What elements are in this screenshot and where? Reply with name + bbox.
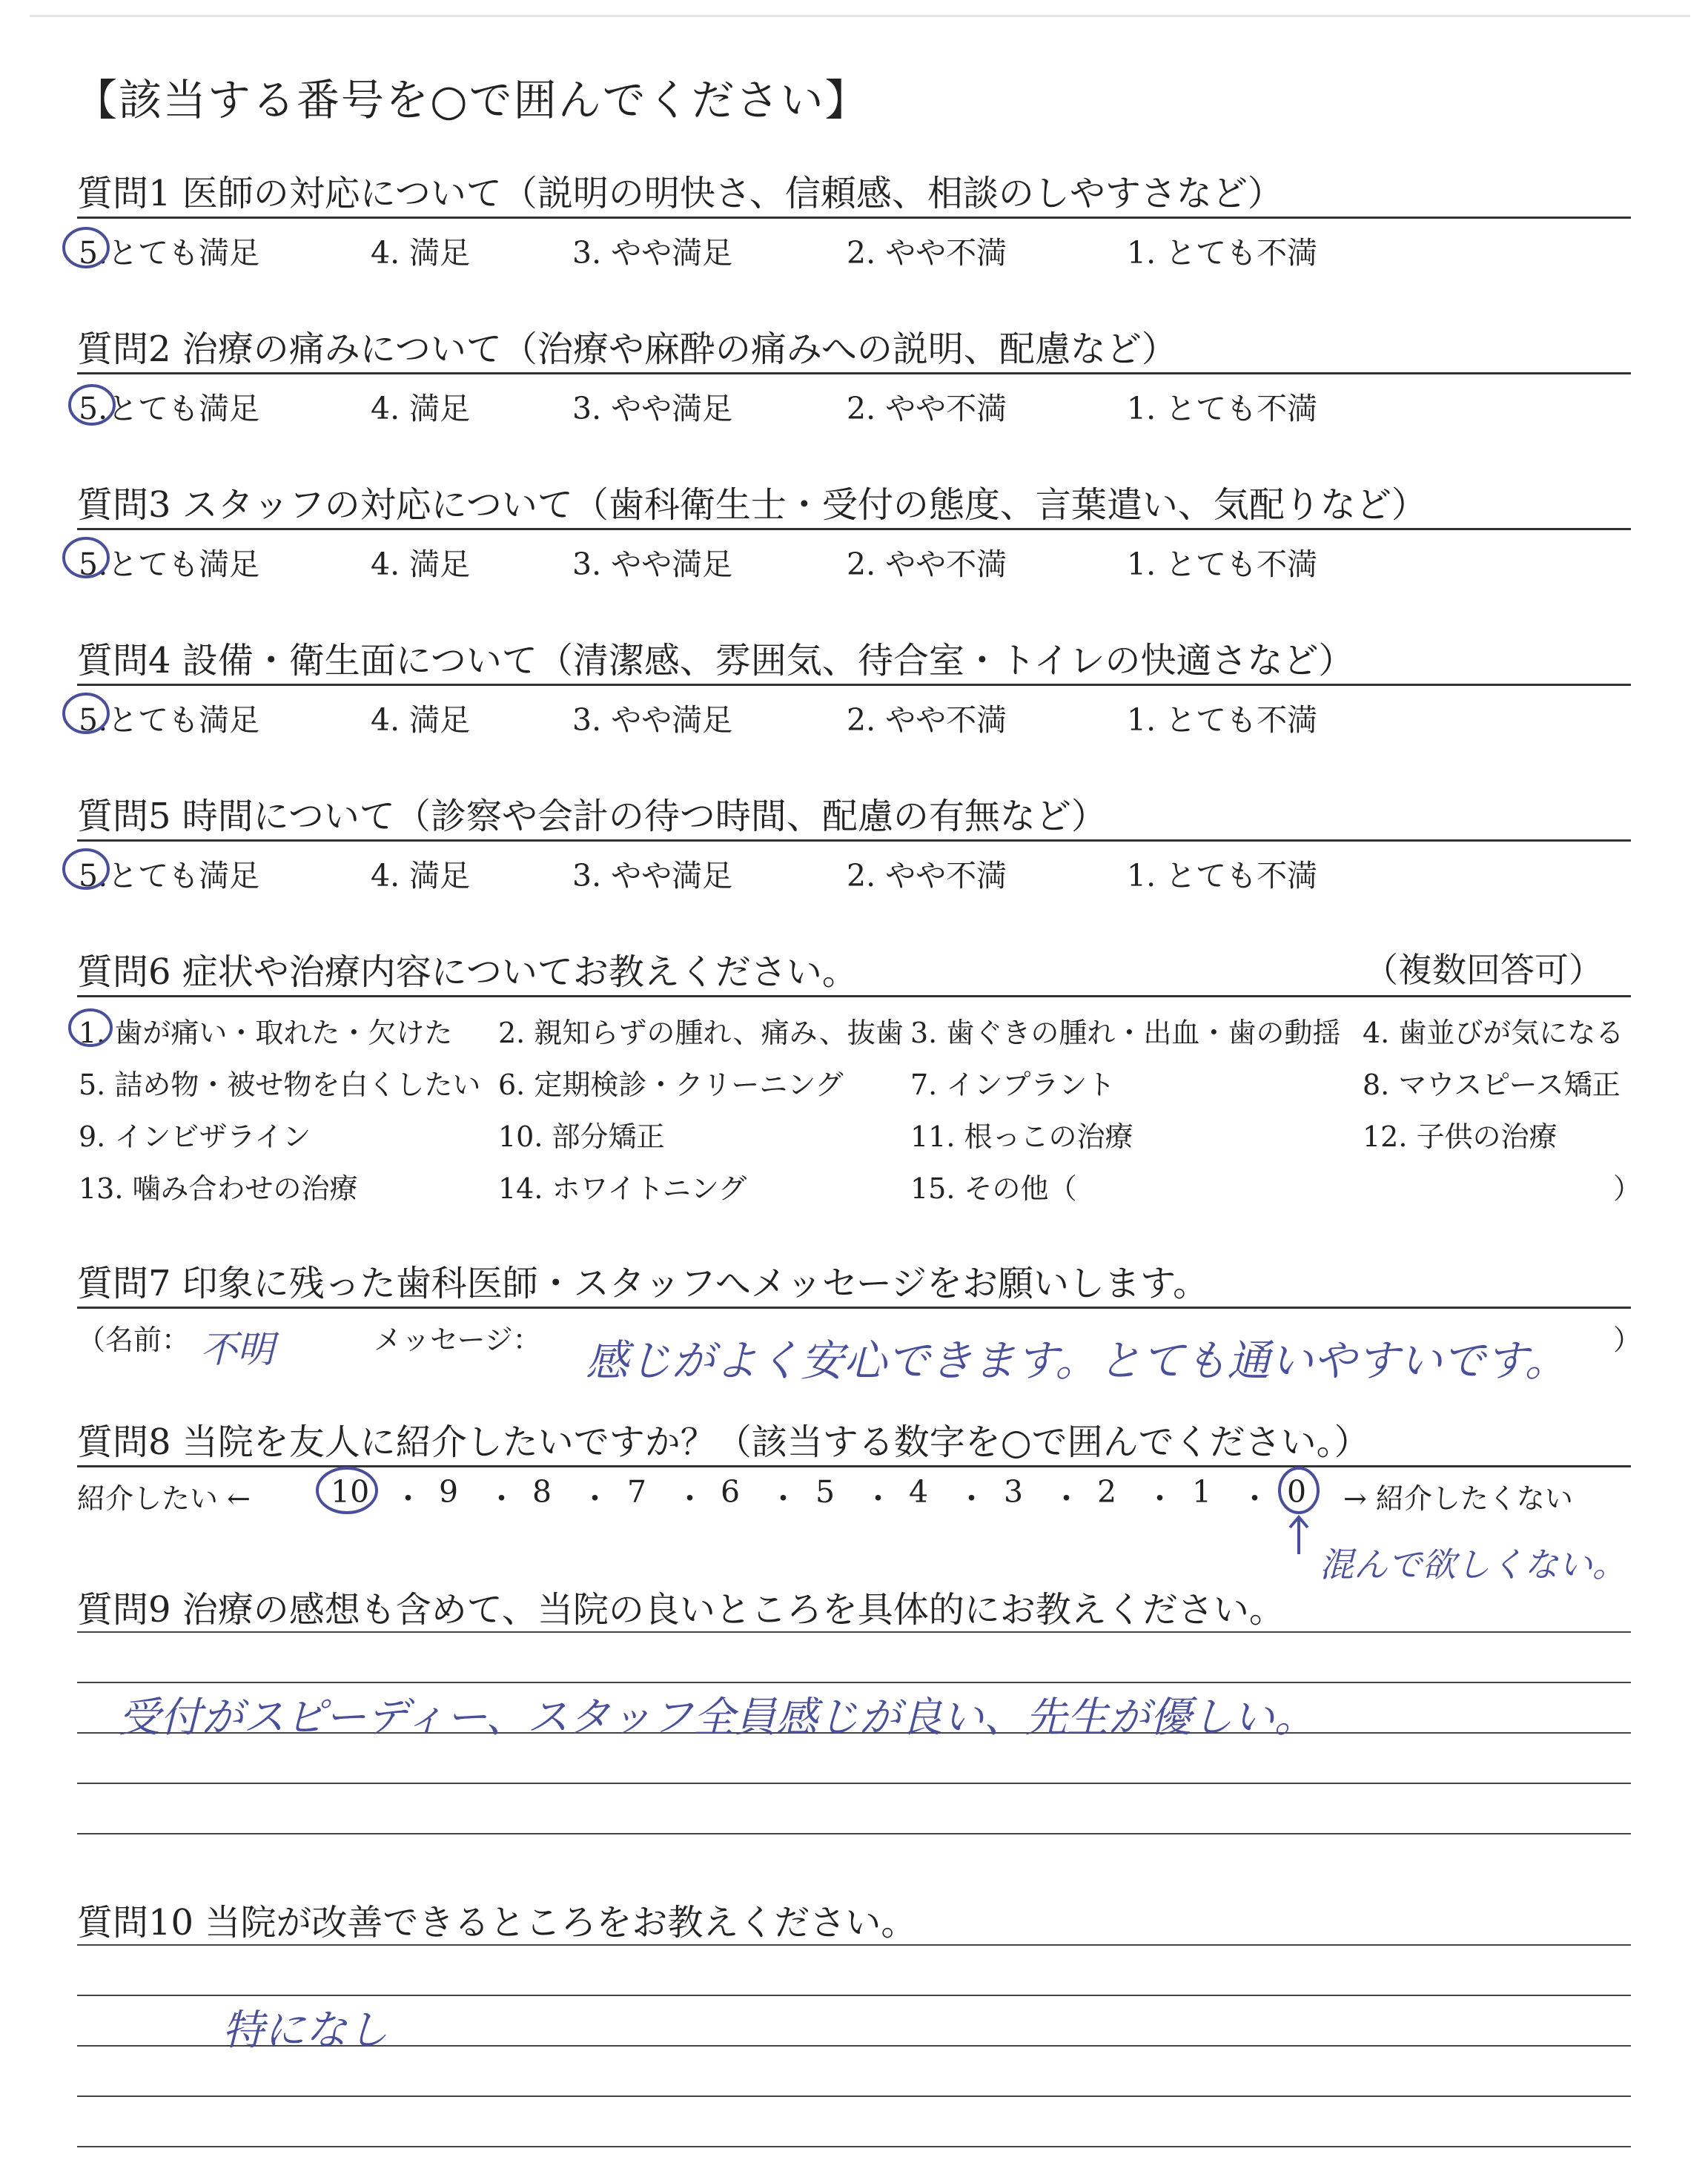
q8-scale-dot: ・ — [393, 1481, 423, 1516]
q8-scale-dot: ・ — [1239, 1481, 1270, 1516]
q7-message-label: メッセージ： — [374, 1324, 541, 1356]
q5-option-2[interactable]: 2. やや不満 — [847, 858, 1007, 894]
question-9-label: 質問9 治療の感想も含めて、当院の良いところを具体的にお教えください。 — [77, 1589, 1285, 1631]
q8-scale-dot: ・ — [486, 1481, 517, 1516]
question-5-label: 質問5 時間について（診察や会計の待つ時間、配慮の有無など） — [77, 796, 1107, 837]
q5-option-3[interactable]: 3. やや満足 — [572, 858, 733, 894]
question-5-rule — [77, 839, 1631, 842]
q2-option-4[interactable]: 4. 満足 — [371, 391, 471, 426]
question-1-rule — [77, 217, 1631, 219]
q6-item-2[interactable]: 2. 親知らずの腫れ、痛み、抜歯 — [498, 1017, 904, 1049]
q6-item-8[interactable]: 8. マウスピース矯正 — [1363, 1069, 1621, 1101]
q9-line-1 — [77, 1631, 1631, 1633]
q8-scale-dot: ・ — [956, 1481, 987, 1516]
question-1-label: 質問1 医師の対応について（説明の明快さ、信頼感、相談のしやすさなど） — [77, 173, 1283, 214]
q3-option-2[interactable]: 2. やや不満 — [847, 546, 1007, 582]
q7-message-value[interactable]: 感じがよく安心できます。とても通いやすいです。 — [586, 1335, 1568, 1386]
q9-line-2 — [77, 1682, 1631, 1683]
arrow-mark-q8 — [1290, 1517, 1308, 1554]
question-4-label: 質問4 設備・衛生面について（清潔感、雰囲気、待合室・トイレの快適さなど） — [77, 640, 1354, 681]
question-2-label: 質問2 治療の痛みについて（治療や麻酔の痛みへの説明、配慮など） — [77, 328, 1177, 370]
q6-item-9[interactable]: 9. インビザライン — [79, 1120, 311, 1153]
q8-annotation[interactable]: 混んで欲しくない。 — [1320, 1545, 1626, 1585]
q9-line-4 — [77, 1783, 1631, 1784]
q8-scale-dot: ・ — [580, 1481, 610, 1516]
question-6-note: （複数回答可） — [1364, 950, 1603, 990]
q3-option-3[interactable]: 3. やや満足 — [572, 546, 733, 582]
question-8-label: 質問8 当院を友人に紹介したいですか？（該当する数字を○で囲んでください。） — [77, 1421, 1370, 1463]
q8-scale-4[interactable]: 4 — [909, 1474, 929, 1510]
q8-right-label: → 紹介したくない — [1343, 1482, 1573, 1515]
q6-item-14[interactable]: 14. ホワイトニング — [498, 1172, 747, 1205]
page-title: 【該当する番号を○で囲んでください】 — [74, 75, 870, 125]
top-border — [30, 15, 1690, 17]
q9-line-5 — [77, 1833, 1631, 1834]
q1-option-1[interactable]: 1. とても不満 — [1127, 235, 1318, 271]
q8-scale-dot: ・ — [675, 1481, 705, 1516]
q7-name-value[interactable]: 不明 — [200, 1328, 274, 1371]
q4-option-3[interactable]: 3. やや満足 — [572, 702, 733, 738]
q8-scale-10[interactable]: 10 — [331, 1474, 370, 1510]
q6-item-11[interactable]: 11. 根っこの治療 — [910, 1120, 1133, 1153]
question-7-rule — [77, 1307, 1631, 1309]
q8-left-label: 紹介したい ← — [77, 1482, 251, 1515]
q6-item-7[interactable]: 7. インプラント — [910, 1069, 1116, 1101]
q6-item-12[interactable]: 12. 子供の治療 — [1363, 1120, 1558, 1153]
question-6-rule — [77, 995, 1631, 997]
q6-item-4[interactable]: 4. 歯並びが気になる — [1363, 1017, 1624, 1049]
question-6-label: 質問6 症状や治療内容についてお教えください。 — [77, 951, 858, 993]
q8-scale-8[interactable]: 8 — [532, 1474, 552, 1510]
q5-option-5[interactable]: 5.とても満足 — [79, 858, 260, 894]
q10-answer[interactable]: 特になし — [222, 2007, 388, 2055]
q4-option-2[interactable]: 2. やや不満 — [847, 702, 1007, 738]
q9-answer[interactable]: 受付がスピーディー、スタッフ全員感じが良い、先生が優しい。 — [119, 1694, 1317, 1742]
q5-option-1[interactable]: 1. とても不満 — [1127, 858, 1318, 894]
q10-line-4 — [77, 2095, 1631, 2097]
q6-other-close: ） — [1613, 1172, 1642, 1205]
q8-scale-9[interactable]: 9 — [439, 1474, 459, 1510]
q1-option-5[interactable]: 5.とても満足 — [79, 235, 260, 271]
q6-item-10[interactable]: 10. 部分矯正 — [498, 1120, 665, 1153]
question-3-rule — [77, 528, 1631, 530]
q6-item-1[interactable]: 1. 歯が痛い・取れた・欠けた — [79, 1017, 453, 1049]
q8-scale-dot: ・ — [1145, 1481, 1175, 1516]
q8-scale-2[interactable]: 2 — [1097, 1474, 1117, 1510]
q8-scale-dot: ・ — [768, 1481, 798, 1516]
q3-option-5[interactable]: 5.とても満足 — [79, 546, 260, 582]
q2-option-3[interactable]: 3. やや満足 — [572, 391, 733, 426]
question-10-label: 質問10 当院が改善できるところをお教えください。 — [77, 1902, 917, 1943]
q10-line-2 — [77, 1995, 1631, 1996]
q6-item-5[interactable]: 5. 詰め物・被せ物を白くしたい — [79, 1069, 481, 1101]
q8-scale-7[interactable]: 7 — [627, 1474, 647, 1510]
q2-option-1[interactable]: 1. とても不満 — [1127, 391, 1318, 426]
q4-option-5[interactable]: 5.とても満足 — [79, 702, 260, 738]
q8-scale-dot: ・ — [1051, 1481, 1082, 1516]
q4-option-1[interactable]: 1. とても不満 — [1127, 702, 1318, 738]
q6-item-3[interactable]: 3. 歯ぐきの腫れ・出血・歯の動揺 — [910, 1017, 1341, 1049]
q8-scale-5[interactable]: 5 — [815, 1474, 835, 1510]
question-3-label: 質問3 スタッフの対応について（歯科衛生士・受付の態度、言葉遣い、気配りなど） — [77, 484, 1427, 526]
q6-item-6[interactable]: 6. 定期検診・クリーニング — [498, 1069, 844, 1101]
question-7-label: 質問7 印象に残った歯科医師・スタッフへメッセージをお願いします。 — [77, 1263, 1209, 1304]
q1-option-4[interactable]: 4. 満足 — [371, 235, 471, 271]
q8-scale-0[interactable]: 0 — [1287, 1474, 1307, 1510]
q7-name-label: （名前： — [77, 1324, 191, 1356]
q2-option-2[interactable]: 2. やや不満 — [847, 391, 1007, 426]
question-8-rule — [77, 1465, 1631, 1467]
q8-scale-1[interactable]: 1 — [1192, 1474, 1212, 1510]
question-2-rule — [77, 372, 1631, 374]
q1-option-2[interactable]: 2. やや不満 — [847, 235, 1007, 271]
q10-line-1 — [77, 1944, 1631, 1946]
q8-scale-3[interactable]: 3 — [1004, 1474, 1024, 1510]
q8-scale-dot: ・ — [863, 1481, 893, 1516]
q10-line-5 — [77, 2146, 1631, 2147]
q1-option-3[interactable]: 3. やや満足 — [572, 235, 733, 271]
q3-option-1[interactable]: 1. とても不満 — [1127, 546, 1318, 582]
q4-option-4[interactable]: 4. 満足 — [371, 702, 471, 738]
q2-option-5[interactable]: 5.とても満足 — [79, 391, 260, 426]
q5-option-4[interactable]: 4. 満足 — [371, 858, 471, 894]
q3-option-4[interactable]: 4. 満足 — [371, 546, 471, 582]
q8-scale-6[interactable]: 6 — [721, 1474, 741, 1510]
q7-close: ） — [1613, 1324, 1642, 1356]
q6-item-13[interactable]: 13. 噛み合わせの治療 — [79, 1172, 358, 1205]
q6-item-15[interactable]: 15. その他（ — [910, 1172, 1077, 1205]
question-4-rule — [77, 684, 1631, 686]
